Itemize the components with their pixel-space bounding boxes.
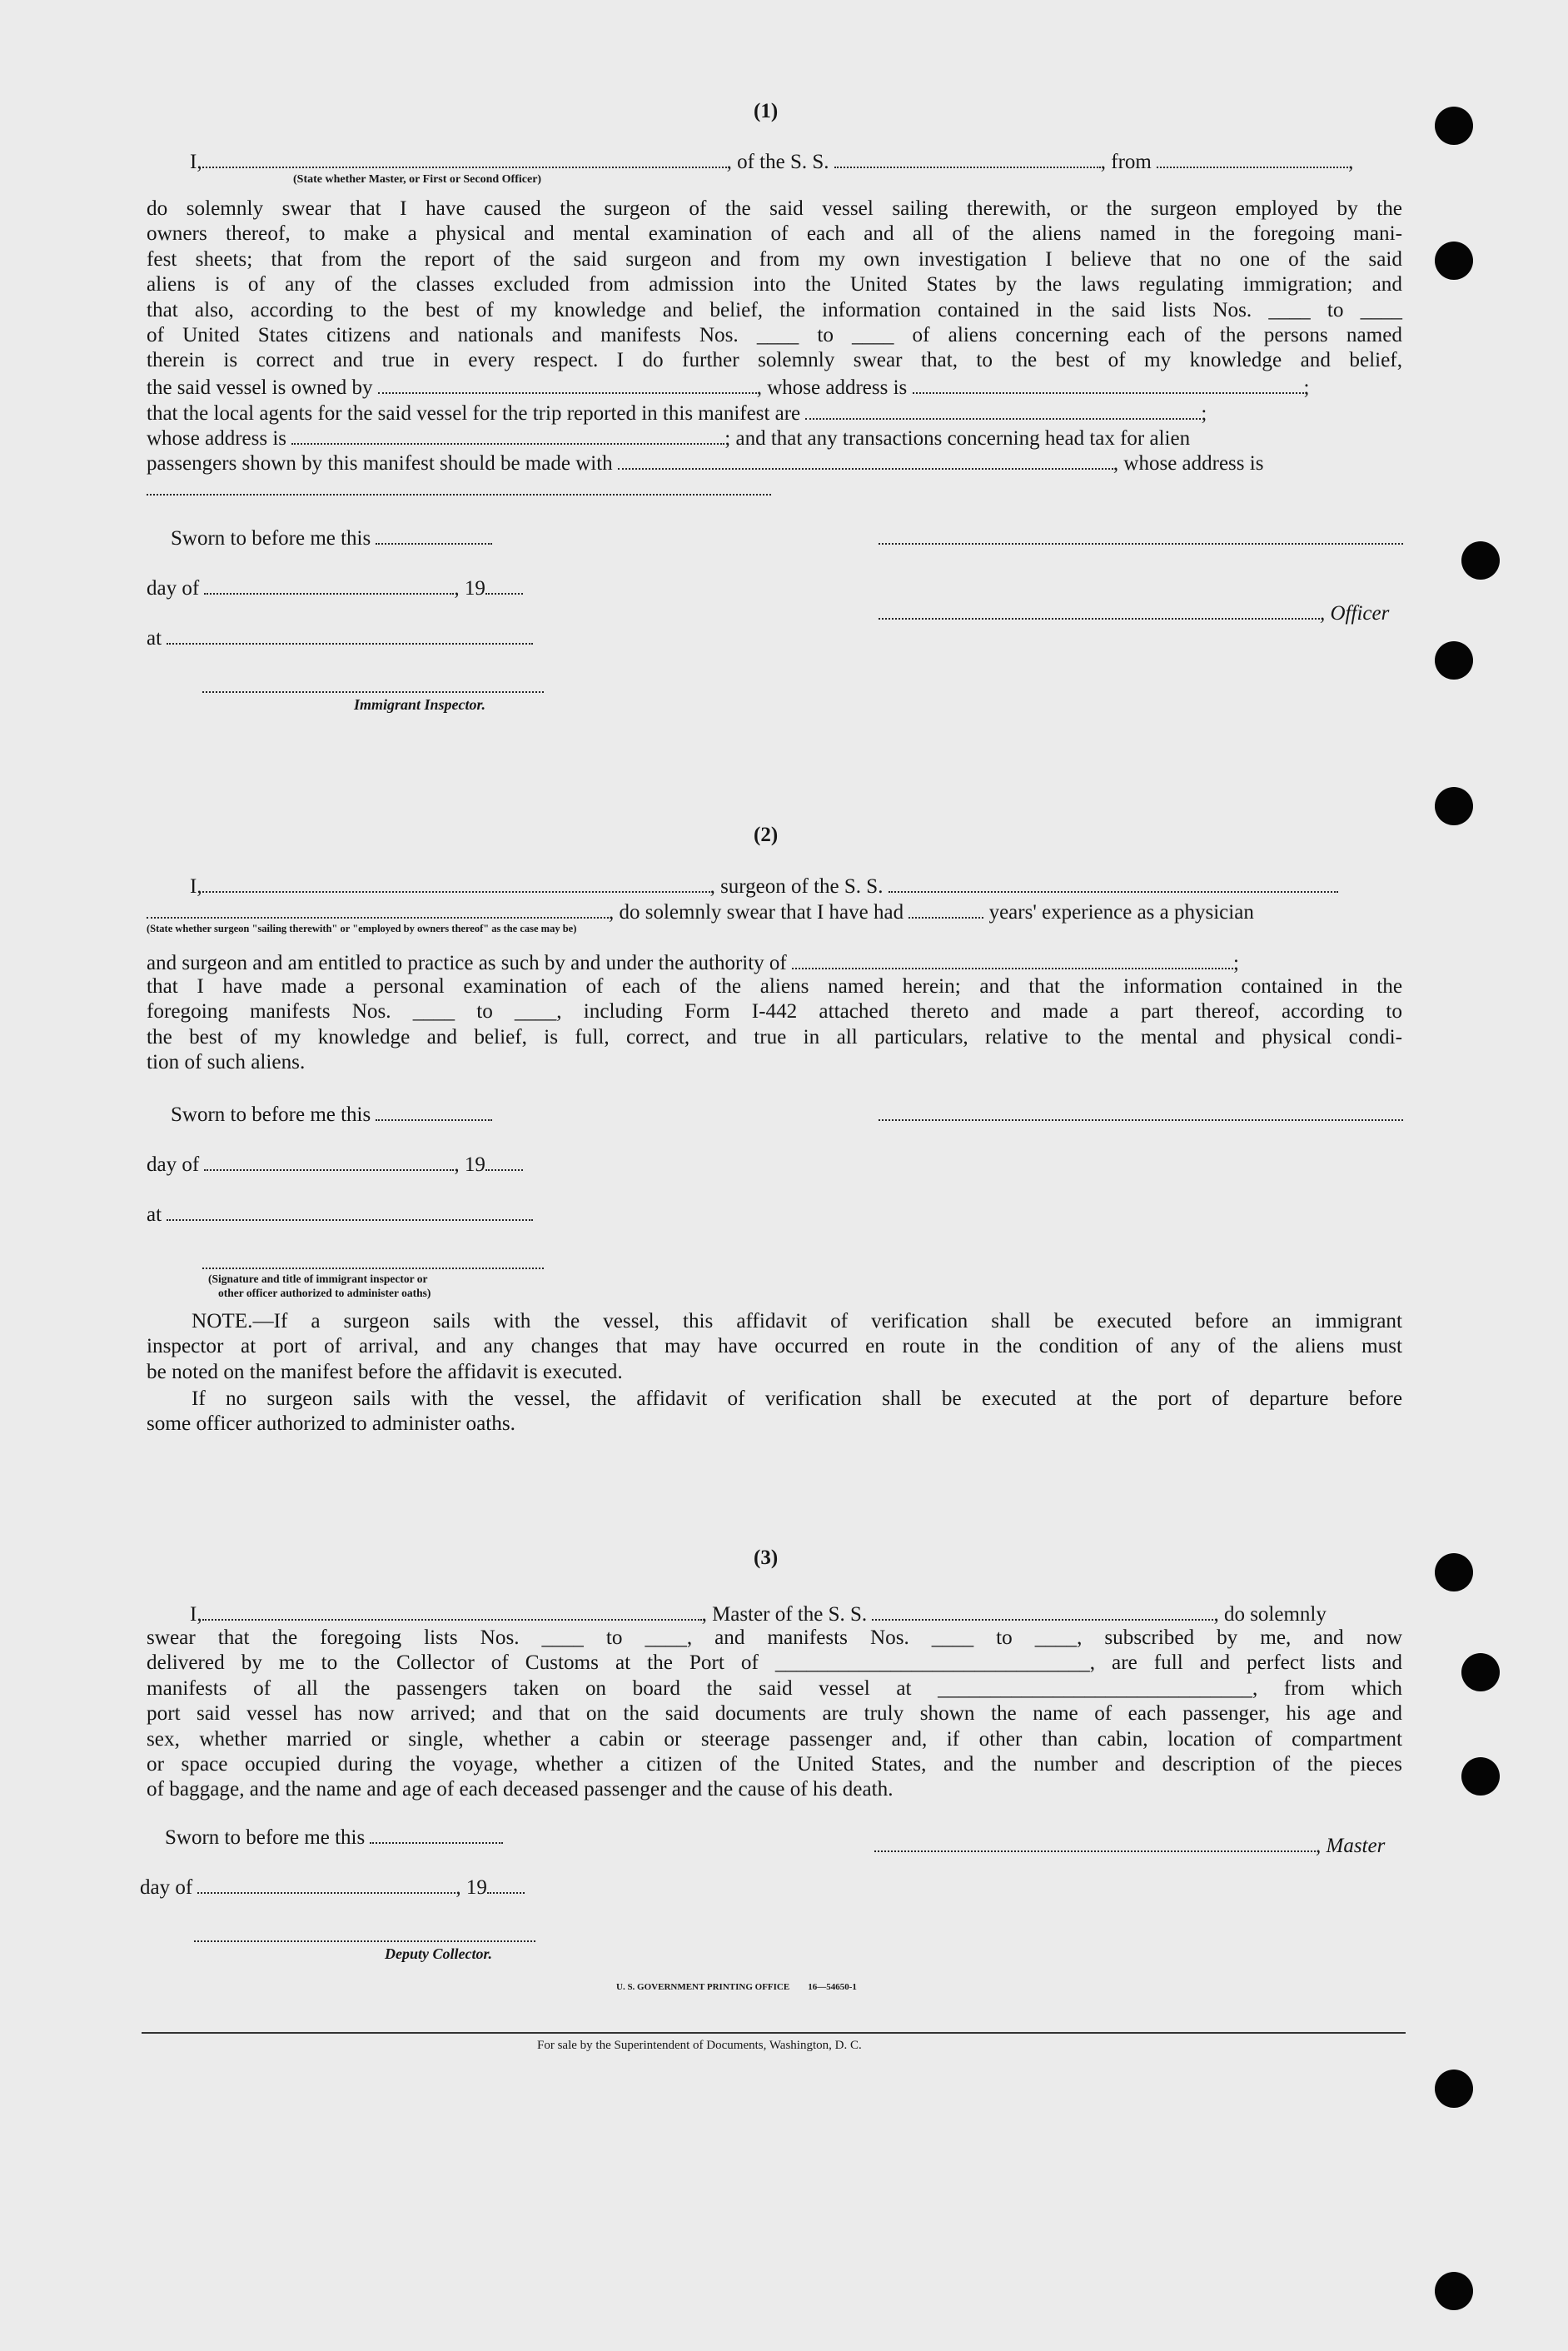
section-1-line: fest sheets; that from the report of the said surgeon and from my own investigation I believe that no one of the said [147,247,1402,271]
authority-line: and surgeon and am entitled to practice as such by and under the authority of ; [147,949,1239,976]
year-field[interactable] [485,575,523,595]
label-head-tax: ; and that any transactions concerning head tax for alien [724,427,1191,450]
label-from: , from [1100,151,1152,173]
label-day-of: day of [147,577,200,600]
label-day-of-2: day of [147,1153,200,1176]
section-1-line: therein is correct and true in every respect. I do further solemnly swear that, to the best of my knowledge and belief, [147,349,1402,372]
month-field[interactable] [204,575,454,595]
sworn-line-3 [165,1824,503,1850]
master-line [874,1832,1385,1859]
punch-hole [1461,1757,1500,1796]
sworn-date-field-3[interactable] [370,1824,503,1844]
section-2-type-caption: (State whether surgeon "sailing therewith" or "employed by owners thereof" as the case may be) [147,923,577,934]
label-master: , Master [1316,1835,1386,1857]
label-of-ss: , of the S. S. [726,151,829,173]
local-agents-field[interactable] [805,400,1201,420]
label-surgeon-of: , surgeon of the S. S. [709,875,884,898]
agents-address-field[interactable] [291,425,724,445]
label-sworn-3: Sworn to before me this [165,1826,366,1849]
punch-hole [1435,107,1473,145]
section-2-second-line [147,899,1254,925]
note-paragraph-2 [147,1387,1402,1437]
label-year: , 19 [454,577,485,600]
surgeon-name-field[interactable] [202,873,710,893]
label-officer: , Officer [1320,602,1390,625]
label-do-solemnly: , do solemnly [1213,1603,1327,1626]
label-sworn: Sworn to before me this [171,527,371,550]
agents-address-line [147,425,1190,451]
punch-hole [1461,541,1500,580]
surgeon-type-field[interactable] [147,899,609,919]
place-field-2[interactable] [167,1201,533,1221]
officer-name-field[interactable] [879,600,1320,620]
officer-line [879,600,1389,626]
master-signature-field[interactable] [874,1832,1316,1852]
label-i: I, [190,151,202,173]
section-3-number: (3) [754,1547,779,1569]
note-line: NOTE.—If a surgeon sails with the vessel, this affidavit of verification shall be executed before an immigrant [192,1310,1402,1332]
note-line: be noted on the manifest before the affidavit is executed. [147,1360,623,1383]
section-1-body [147,197,1402,374]
owned-by-line: the said vessel is owned by , whose address is ; [147,374,1309,401]
punch-hole [1435,787,1473,825]
day-of-line-1 [147,575,523,601]
year-field-3[interactable] [487,1874,525,1894]
section-3-body [147,1626,1402,1803]
day-of-line-3 [140,1874,525,1900]
master-name-field[interactable] [202,1601,702,1621]
head-tax-address-field[interactable] [147,494,771,496]
punch-hole [1435,641,1473,680]
inspector-signature-line[interactable] [202,691,544,693]
signature-caption-1: (Signature and title of immigrant inspector or [208,1273,428,1285]
section-3-line: port said vessel has now arrived; and that on the said documents are truly shown the name of each passenger, his age and [147,1702,1402,1726]
section-3-line: or space occupied during the voyage, whether a citizen of the United States, and the number and description of the pieces [147,1753,1402,1776]
master-vessel-field[interactable] [872,1601,1213,1621]
collector-caption: Deputy Collector. [385,1945,492,1962]
label-years-exp: years' experience as a physician [988,901,1254,924]
section-3-line: sex, whether married or single, whether a cabin or steerage passenger and, if other than cabin, location of compartment [147,1727,1402,1751]
year-field-2[interactable] [485,1151,523,1171]
label-passengers: passengers shown by this manifest should be made with [147,452,613,475]
note-paragraph-1 [147,1309,1402,1385]
section-1-rank-caption: (State whether Master, or First or Second Officer) [293,173,542,186]
month-field-3[interactable] [197,1874,455,1894]
label-whose-address: , whose address is [756,376,908,399]
at-line-2 [147,1201,533,1228]
local-agents-line: that the local agents for the said vessel for the trip reported in this manifest are ; [147,400,1207,426]
place-field[interactable] [167,625,533,645]
section-1-line: aliens is of any of the classes excluded from admission into the United States by the laws regulating immigration; and [147,273,1402,296]
label-sworn-2: Sworn to before me this [171,1103,371,1126]
section-2-line: foregoing manifests Nos. ____ to ____, including Form I-442 attached thereto and made a part thereof, according to [147,1000,1402,1024]
note-line: some officer authorized to administer oaths. [147,1412,515,1436]
punch-hole [1435,2272,1473,2310]
section-2-first-line [190,873,1338,899]
section-3-line: swear that the foregoing lists Nos. ____ to ____, and manifests Nos. ____ to ____, subscribed by me, and now [147,1626,1402,1649]
section-1-first-line: I, , of the S. S. , from , [190,148,1353,175]
label-year-3: , 19 [455,1876,487,1899]
section-1-line: of United States citizens and nationals and manifests Nos. ____ to ____ of aliens concerning each of the persons named [147,324,1402,347]
printing-office-line: U. S. GOVERNMENT PRINTING OFFICE 16—54650-1 [616,1982,857,1992]
owner-field[interactable] [378,374,757,394]
month-field-2[interactable] [204,1151,454,1171]
label-master-of: , Master of the S. S. [701,1603,868,1626]
owner-address-field[interactable] [913,374,1304,394]
section-3-first-line [190,1601,1327,1627]
section-1-line: owners thereof, to make a physical and mental examination of each and all of the aliens named in the foregoing mani- [147,222,1402,246]
section-2-line: tion of such aliens. [147,1051,306,1074]
signature-caption-2: other officer authorized to administer oaths) [218,1287,431,1299]
punch-hole [1435,242,1473,280]
section-3-line: manifests of all the passengers taken on board the said vessel at ______________________________, from which [147,1676,1402,1700]
from-port-field[interactable] [1157,148,1348,168]
passengers-line [147,450,1263,476]
sworn-line-1 [171,525,492,551]
label-whose-address-2: whose address is [147,427,287,450]
section-1-number: (1) [754,100,779,122]
label-authority: and surgeon and am entitled to practice as such by and under the authority of [147,952,787,974]
vessel-name-field[interactable] [834,148,1101,168]
section-3-line: delivered by me to the Collector of Customs at the Port of ______________________________, are full and perfect lists and [147,1651,1402,1675]
inspector-caption: Immigrant Inspector. [354,696,486,713]
label-at: at [147,627,162,650]
officer-signature-line[interactable] [879,543,1403,545]
punch-hole [1435,1553,1473,1591]
label-i-3: I, [190,1603,202,1626]
section-1-line: that also, according to the best of my knowledge and belief, the information contained in the said lists Nos. ____ to ____ [147,298,1402,321]
authority-field[interactable] [792,949,1233,969]
label-year-2: , 19 [454,1153,485,1176]
label-owned-by: the said vessel is owned by [147,376,373,399]
collector-signature-line[interactable] [194,1940,535,1942]
for-sale-line: For sale by the Superintendent of Documents, Washington, D. C. [537,2039,862,2052]
officer-rank-field[interactable] [202,148,727,168]
label-whose-address-3: , whose address is [1113,452,1264,475]
sworn-line-2 [171,1101,492,1128]
surgeon-vessel-field[interactable] [889,873,1338,893]
section-2-number: (2) [754,824,779,846]
footer-rule [142,2032,1406,2034]
inspector-signature-line-2[interactable] [202,1268,544,1269]
label-at-2: at [147,1203,162,1226]
punch-hole [1461,1653,1500,1691]
surgeon-signature-line[interactable] [879,1119,1403,1121]
at-line-1 [147,625,533,651]
label-local-agents: that the local agents for the said vessel for the trip reported in this manifest are [147,402,801,425]
sworn-date-field[interactable] [376,525,492,545]
years-field[interactable] [908,899,983,919]
section-2-body [147,974,1402,1076]
note-line: inspector at port of arrival, and any changes that may have occurred en route in the condition of any of the aliens must [147,1335,1402,1358]
label-i-2: I, [190,875,202,898]
section-3-line: of baggage, and the name and age of each deceased passenger and the cause of his death. [147,1778,894,1801]
head-tax-party-field[interactable] [618,450,1113,470]
punch-hole [1435,2070,1473,2108]
label-do-swear: , do solemnly swear that I have had [609,901,904,924]
section-2-line: the best of my knowledge and belief, is full, correct, and true in all particulars, relative to the mental and physical condi- [147,1025,1402,1048]
day-of-line-2 [147,1151,523,1178]
sworn-date-field-2[interactable] [376,1101,492,1121]
label-day-of-3: day of [140,1876,193,1899]
section-1-line: do solemnly swear that I have caused the surgeon of the said vessel sailing therewith, or the surgeon employed by the [147,197,1402,220]
note-line: If no surgeon sails with the vessel, the affidavit of verification shall be executed at the port of departure before [192,1387,1402,1410]
section-2-line: that I have made a personal examination of each of the aliens named herein; and that the information contained in the [147,975,1402,998]
